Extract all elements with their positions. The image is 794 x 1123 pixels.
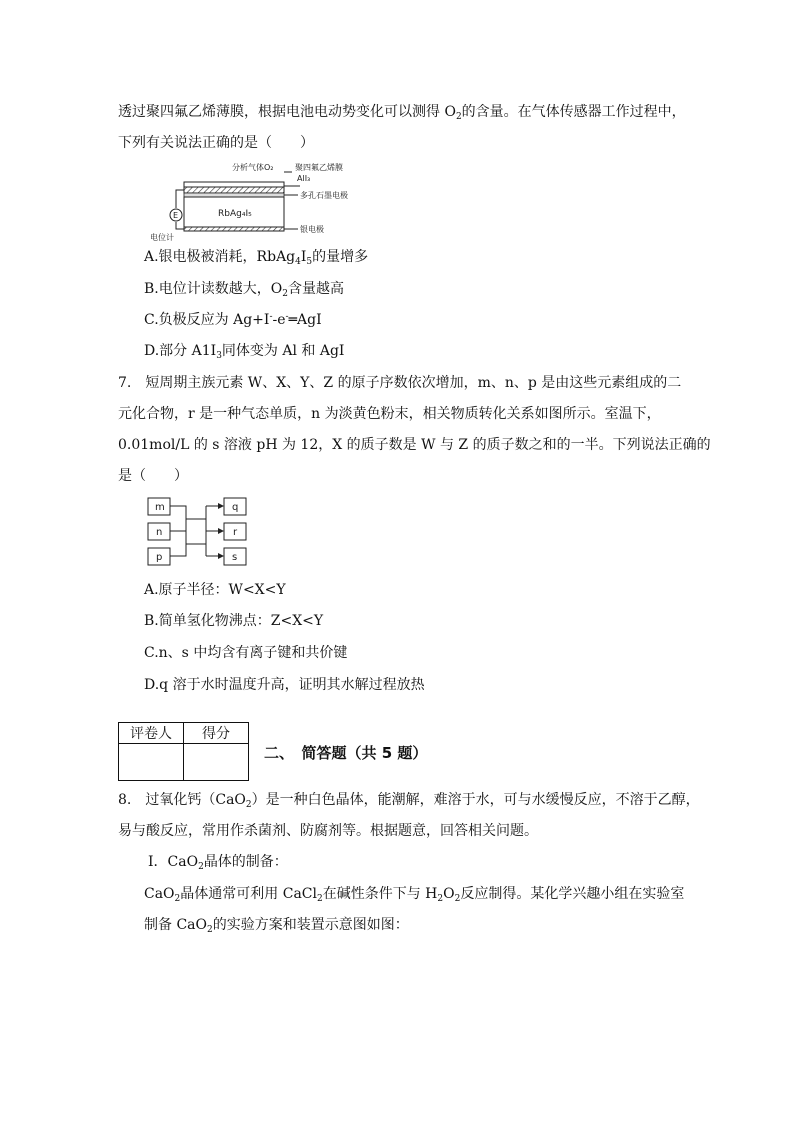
ptfe-membrane [184, 182, 284, 187]
q7-option-a: A.原子半径：W<X<Y [144, 582, 286, 598]
svg-text:E: E [173, 211, 179, 220]
ptfe-label: 聚四氟乙烯膜 [295, 163, 343, 172]
svg-text:s: s [232, 552, 238, 563]
ali3-label: AlI₃ [297, 174, 311, 183]
grader-cell [119, 744, 184, 781]
gas-label: 分析气体O₂ [232, 163, 274, 172]
q8-paragraph-line-2: 制备 CaO$_2$的实验方案和装置示意图如图： [144, 917, 409, 935]
potentiometer-label: 电位计 [150, 233, 174, 242]
q6-stem-line-2: 下列有关说法正确的是（ ） [118, 135, 314, 151]
svg-text:q: q [232, 502, 239, 513]
q6-option-c: C.负极反应为 Ag+I--e-═AgI [144, 312, 322, 328]
q7-stem-line-2: 元化合物，r 是一种气态单质，n 为淡黄色粉末，相关物质转化关系如图所示。室温下， [118, 406, 661, 422]
q7-option-d: D.q 溶于水时温度升高，证明其水解过程放热 [144, 677, 425, 693]
q7-stem-line-1: 7. 短周期主族元素 W、X、Y、Z 的原子序数依次增加，m、n、p 是由这些元素组成的二 [118, 375, 682, 391]
svg-text:r: r [233, 527, 238, 538]
silver-electrode [184, 227, 284, 231]
score-cell [184, 744, 249, 781]
q8-stem-line-1: 8. 过氧化钙（CaO$_2$）是一种白色晶体，能潮解，难溶于水，可与水缓慢反应，不溶于乙醇， [118, 792, 700, 810]
silver-electrode-label: 银电极 [300, 225, 324, 234]
q7-option-b: B.简单氢化物沸点：Z<X<Y [144, 613, 324, 629]
q7-stem-line-4: 是（ ） [118, 468, 188, 484]
q7-option-c: C.n、s 中均含有离子键和共价键 [144, 645, 348, 661]
q6-option-b: B.电位计读数越大，$O_2$含量越高 [144, 281, 344, 299]
section-title: 二、 简答题（共 5 题） [264, 744, 428, 762]
q7-transformation-diagram [144, 494, 254, 570]
q6-option-a: A.银电极被消耗，$RbAg_4I_5$的量增多 [144, 249, 369, 267]
q6-option-d: D.部分 $A1I_3$同体变为 Al 和 AgI [144, 343, 345, 361]
q8-part-1-heading: Ⅰ．CaO$_2$晶体的制备： [148, 854, 288, 872]
q8-stem-line-2: 易与酸反应，常用作杀菌剂、防腐剂等。根据题意，回答相关问题。 [118, 823, 538, 839]
grader-header: 评卷人 [119, 723, 184, 744]
svg-text:n: n [156, 527, 163, 538]
score-table [118, 722, 249, 781]
ali3-layer [184, 187, 284, 193]
porous-graphite-electrode [184, 193, 284, 197]
score-header: 得分 [184, 723, 249, 744]
q8-paragraph-line-1: CaO$_2$晶体通常可利用 CaCl$_2$在碱性条件下与 $H_2O_2$反应制得。某化学兴趣小组在实验室 [144, 886, 685, 904]
q6-sensor-diagram [140, 160, 410, 242]
porous-electrode-label: 多孔石墨电极 [300, 191, 348, 200]
q6-stem-line-1: 透过聚四氟乙烯薄膜，根据电池电动势变化可以测得 $O_2$的含量。在气体传感器工作过程中， [118, 104, 686, 122]
rbag4i5-label: RbAg₄I₅ [218, 209, 252, 219]
q7-stem-line-3: 0.01mol/L 的 s 溶液 pH 为 12，X 的质子数是 W 与 Z 的质子数之和的一半。下列说法正确的 [118, 437, 711, 453]
svg-text:m: m [155, 502, 165, 513]
svg-text:p: p [156, 552, 163, 563]
